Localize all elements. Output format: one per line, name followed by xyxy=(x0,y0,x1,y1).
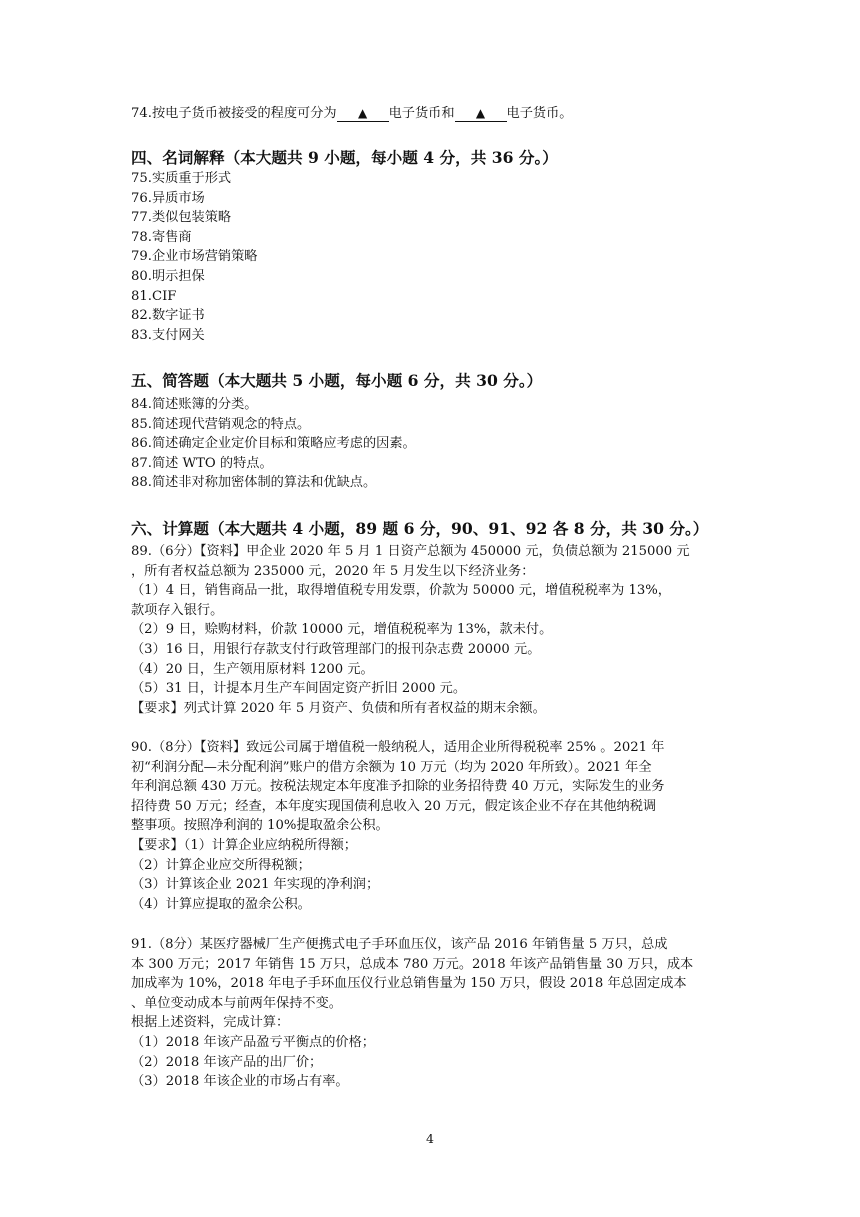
question-74 xyxy=(131,104,742,124)
list-item: 77.类似包装策略 xyxy=(131,210,232,226)
list-item: 82.数字证书 xyxy=(131,308,205,324)
q91-line: （1）2018 年该产品盈亏平衡点的价格； xyxy=(131,1035,375,1050)
q89-line: （5）31 日，计提本月生产车间固定资产折旧 2000 元。 xyxy=(131,681,467,697)
q89-line: ，所有者权益总额为 235000 元，2020 年 5 月发生以下经济业务： xyxy=(131,563,535,579)
q91-line: 本 300 万元；2017 年销售 15 万只，总成本 780 万元。2018 年该产品销售量 30 万只，成本 xyxy=(131,956,694,972)
q74-text-middle: 电子货币和 xyxy=(388,106,455,121)
q91-line: （2）2018 年该产品的出厂价； xyxy=(131,1054,323,1070)
list-item: 79.企业市场营销策略 xyxy=(131,249,258,265)
page-number: 4 xyxy=(426,1131,434,1146)
q90-line: 年利润总额 430 万元。按税法规定本年度准予扣除的业务招待费 40 万元，实际发生的业务 xyxy=(131,779,665,795)
q74-text-before: 74.按电子货币被接受的程度可分为 xyxy=(131,106,337,121)
list-item: 83.支付网关 xyxy=(131,327,205,343)
q90-line: （3）计算该企业 2021 年实现的净利润； xyxy=(131,877,380,893)
list-item: 75.实质重于形式 xyxy=(131,171,232,186)
section-4-heading: 四、名词解释（本大题共 9 小题，每小题 4 分，共 36 分。） xyxy=(131,148,558,167)
answer-blank-2 xyxy=(455,106,507,122)
answer-blank-1 xyxy=(337,106,389,122)
list-item: 88.简述非对称加密体制的算法和优缺点。 xyxy=(131,475,377,491)
list-item: 81.CIF xyxy=(131,288,177,304)
q89-line: 89.（6分）【资料】甲企业 2020 年 5 月 1 日资产总额为 450000 元，负债总额为 215000 元 xyxy=(131,544,690,559)
triangle-marker-icon: ▲ xyxy=(357,106,368,120)
q89-line: （1）4 日，销售商品一批，取得增值税专用发票，价款为 50000 元，增值税税率为 13%， xyxy=(131,583,671,599)
list-item: 76.异质市场 xyxy=(131,190,205,206)
list-item: 86.简述确定企业定价目标和策略应考虑的因素。 xyxy=(131,436,416,452)
q89-line: 【要求】列式计算 2020 年 5 月资产、负债和所有者权益的期末余额。 xyxy=(131,700,546,716)
q91-line: 91.（8分）某医疗器械厂生产便携式电子手环血压仪，该产品 2016 年销售量 5 万只，总成 xyxy=(131,937,668,952)
q91-line: 、单位变动成本与前两年保持不变。 xyxy=(131,995,342,1011)
q91-line: （3）2018 年该企业的市场占有率。 xyxy=(131,1074,349,1090)
q89-line: （3）16 日，用银行存款支付行政管理部门的报刊杂志费 20000 元。 xyxy=(131,642,541,657)
q89-line: （4）20 日，生产领用原材料 1200 元。 xyxy=(131,661,374,677)
q90-line: 初“利润分配—未分配利润”账户的借方余额为 10 万元（均为 2020 年所致）。2021 年全 xyxy=(131,759,652,775)
list-item: 78.寄售商 xyxy=(131,229,192,245)
section-5-heading: 五、简答题（本大题共 5 小题，每小题 6 分，共 30 分。） xyxy=(131,371,543,390)
section-6-heading: 六、计算题（本大题共 4 小题，89 题 6 分，90、91、92 各 8 分，共 30 分。） xyxy=(131,519,709,538)
q90-line: （4）计算应提取的盈余公积。 xyxy=(131,896,311,912)
q74-text-after: 电子货币。 xyxy=(506,106,573,121)
q90-line: 【要求】（1）计算企业应纳税所得额； xyxy=(131,838,357,853)
triangle-marker-icon: ▲ xyxy=(475,106,486,120)
q89-line: 款项存入银行。 xyxy=(131,602,224,618)
list-item: 85.简述现代营销观念的特点。 xyxy=(131,416,311,432)
q90-line: 整事项。按照净利润的 10%提取盈余公积。 xyxy=(131,818,389,834)
q89-line: （2）9 日，赊购材料，价款 10000 元，增值税税率为 13%，款未付。 xyxy=(131,622,553,638)
q91-line: 根据上述资料，完成计算： xyxy=(131,1015,290,1031)
list-item: 87.简述 WTO 的特点。 xyxy=(131,455,273,471)
q90-line: （2）计算企业应交所得税额； xyxy=(131,857,311,873)
q90-line: 90.（8分）【资料】致远公司属于增值税一般纳税人，适用企业所得税税率 25% 。2021 年 xyxy=(131,740,665,755)
q91-line: 加成率为 10%，2018 年电子手环血压仪行业总销售量为 150 万只，假设 2018 年总固定成本 xyxy=(131,976,687,992)
q90-line: 招待费 50 万元；经查，本年度实现国债利息收入 20 万元，假定该企业不存在其他纳税调 xyxy=(131,798,657,814)
list-item: 80.明示担保 xyxy=(131,269,205,284)
list-item: 84.简述账簿的分类。 xyxy=(131,397,258,412)
